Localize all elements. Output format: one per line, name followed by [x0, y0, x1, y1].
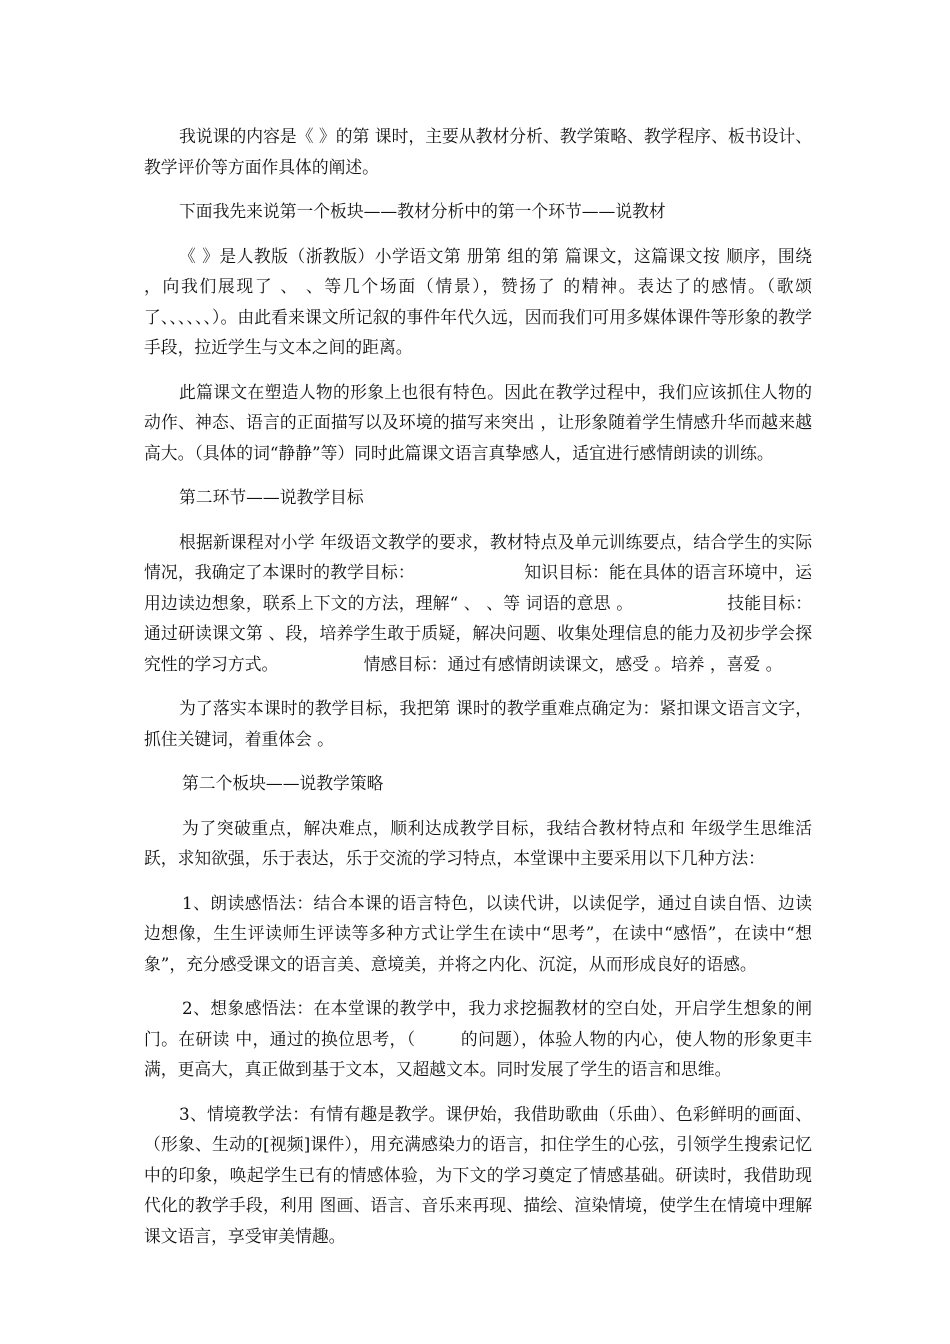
key-points-paragraph: 为了落实本课时的教学目标，我把第 课时的教学重难点确定为：紧扣课文语言文字，抓住关键词，着重体会 。: [144, 698, 812, 749]
section-heading-textbook: 下面我先来说第一个板块——教材分析中的第一个环节——说教材: [179, 201, 666, 221]
intro-paragraph: 我说课的内容是《 》的第 课时，主要从教材分析、教学策略、教学程序、板书设计、教学评价等方面作具体的阐述。: [144, 126, 812, 177]
character-paragraph: 此篇课文在塑造人物的形象上也很有特色。因此在教学过程中，我们应该抓住人物的动作、神态、语言的正面描写以及环境的描写来突出 ，让形象随着学生情感升华而越来越高大。（具体的词“静静”等）同时此篇课文语言真挚感人，适宜进行感情朗读的训练。: [144, 381, 812, 463]
strategy-paragraph: 为了突破重点，解决难点，顺利达成教学目标，我结合教材特点和 年级学生思维活跃，求知欲强，乐于表达，乐于交流的学习特点，本堂课中主要采用以下几种方法：: [144, 817, 812, 868]
document-body: [144, 121, 818, 1265]
goals-paragraph: 根据新课程对小学 年级语文教学的要求，教材特点及单元训练要点，结合学生的实际情况，我确定了本课时的教学目标： 知识目标：能在具体的语言环境中，运用边读边想象，联系上下文的方法，理解“ 、 、等 词语的意思 。 技能目标：通过研读课文第 、段，培养学生敢于质疑，解决问题、收集处理信息的能力及初步学会探究性的学习方式。 情感目标：通过有感情朗读课文，感受 。培养 ，喜爱 。: [144, 531, 812, 674]
section-heading-strategy: 第二个板块——说教学策略: [182, 773, 384, 793]
section-heading-goals: 第二环节——说教学目标: [179, 487, 364, 507]
method-reading-paragraph: 1、朗读感悟法：结合本课的语言特色，以读代讲，以读促学，通过自读自悟、边读边想像，生生评读师生评读等多种方式让学生在读中“思考”，在读中“感悟”，在读中“想象”，充分感受课文的语言美、意境美，并将之内化、沉淀，从而形成良好的语感。: [144, 892, 812, 974]
textbook-paragraph: 《 》是人教版（浙教版）小学语文第 册第 组的第 篇课文，这篇课文按 顺序，围绕 ，向我们展现了 、 、等几个场面（情景），赞扬了 的精神。表达了的感情。（歌颂了、、、、、、）。由此看来课文所记叙的事件年代久远，因而我们可用多媒体课件等形象的教学手段，拉近学生与文本之间的距离。: [144, 245, 818, 357]
method-imagination-paragraph: 2、想象感悟法：在本堂课的教学中，我力求挖掘教材的空白处，开启学生想象的闸门。在研读 中，通过的换位思考，（ 的问题），体验人物的内心，使人物的形象更丰满，更高大，真正做到基于文本，又超越文本。同时发展了学生的语言和思维。: [144, 998, 812, 1079]
method-situation-paragraph: 3、情境教学法：有情有趣是教学。课伊始，我借助歌曲（乐曲）、色彩鲜明的画面、（形象、生动的[视频]课件），用充满感染力的语言，扣住学生的心弦，引领学生搜索记忆中的印象，唤起学生已有的情感体验，为下文的学习奠定了情感基础。研读时，我借助现代化的教学手段，利用 图画、语言、音乐来再现、描绘、渲染情境，使学生在情境中理解课文语言，享受审美情趣。: [144, 1103, 812, 1246]
